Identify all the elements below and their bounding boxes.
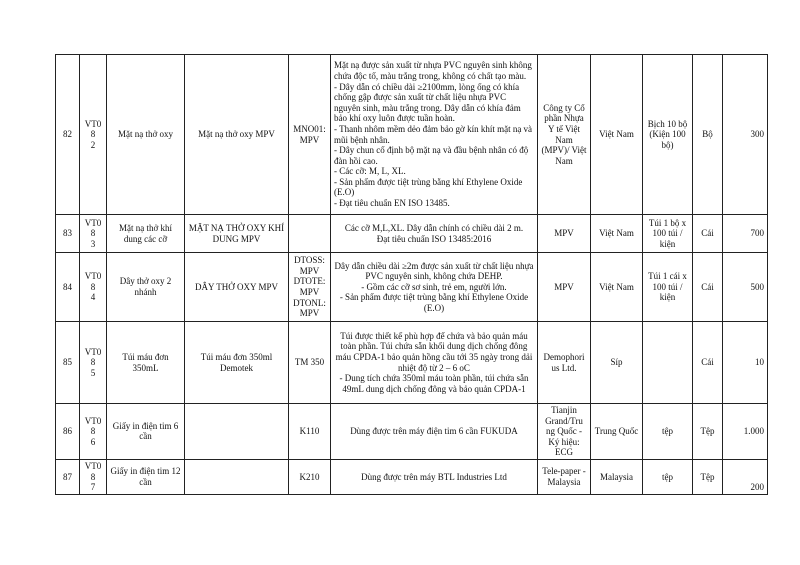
row-number: 83 [56,215,80,253]
spec-line: Dùng được trên máy BTL Industries Ltd [361,471,507,482]
item-name: Dây thở oxy 2 nhánh [107,253,185,322]
spec-line: Các cỡ M,L,XL. Dây dẫn chính có chiều dài 2 m. [344,222,524,233]
quantity: 500 [723,253,768,322]
manufacturer: Công ty Cổ phần Nhựa Y tế Việt Nam (MPV)/ Việt Nam [538,55,591,215]
spec-line: - Sản phẩm được tiệt trùng bằng khí Ethylene Oxide (E.O) [334,176,523,198]
spec-line: - Gồm các cỡ sơ sinh, trẻ em, người lớn. [361,281,507,292]
packaging: Bịch 10 bộ (Kiện 100 bộ) [643,55,693,215]
table-row [56,253,768,322]
item-code: VT08 2 [80,55,107,215]
specification [331,459,538,494]
brand-name: Mặt nạ thở oxy MPV [185,55,289,215]
specification [331,55,538,215]
origin-country: Việt Nam [591,215,643,253]
origin-country: Malaysia [591,459,643,494]
item-code: VT08 6 [80,404,107,460]
unit: Tệp [693,404,723,460]
brand-name: MẶT NẠ THỞ OXY KHÍ DUNG MPV [185,215,289,253]
quantity: 10 [723,322,768,404]
manufacturer: MPV [538,253,591,322]
unit: Cái [693,322,723,404]
row-number: 86 [56,404,80,460]
quantity: 700 [723,215,768,253]
item-code: VT08 7 [80,459,107,494]
quantity: 300 [723,55,768,215]
specification [331,404,538,460]
specification [331,322,538,404]
item-code: VT08 5 [80,322,107,404]
spec-line: Dùng được trên máy điện tim 6 cần FUKUDA [350,426,518,437]
spec-line: - Đạt tiêu chuẩn EN ISO 13485. [334,198,450,209]
row-number: 82 [56,55,80,215]
table-row [56,404,768,460]
item-code: VT08 4 [80,253,107,322]
table-row [56,215,768,253]
origin-country: Síp [591,322,643,404]
manufacturer: Tele-paper - Malaysia [538,459,591,494]
packaging [643,322,693,404]
packaging: Túi 1 cái x 100 túi / kiện [643,253,693,322]
spec-line: - Dung tích chứa 350ml máu toàn phần, túi chứa sẵn 49mL dung dịch chống đông và bảo quản CPDA-1 [339,373,529,394]
item-name: Túi máu đơn 350mL [107,322,185,404]
spec-line: - Các cỡ: M, L, XL. [334,166,406,177]
item-name: Giấy in điện tim 12 cần [107,459,185,494]
brand-name [185,459,289,494]
item-name: Giấy in điện tim 6 cần [107,404,185,460]
model-code: DTOSS: MPV DTOTE: MPV DTONL: MPV [289,253,331,322]
unit: Cái [693,215,723,253]
packaging: tệp [643,459,693,494]
model-code: K210 [289,459,331,494]
spec-line: Dây dẫn chiều dài ≥2m được sản xuất từ chất liệu nhựa PVC nguyên sinh, không chứa DEHP. [334,260,534,282]
unit: Cái [693,253,723,322]
row-number: 85 [56,322,80,404]
item-name: Mặt nạ thở oxy [107,55,185,215]
supply-table [55,54,768,495]
table-row [56,55,768,215]
origin-country: Trung Quốc [591,404,643,460]
spec-line: Đạt tiêu chuẩn ISO 13485:2016 [376,233,492,244]
item-code: VT08 3 [80,215,107,253]
unit: Tệp [693,459,723,494]
model-code: TM 350 [289,322,331,404]
spec-line: - Dây dẫn có chiều dài ≥2100mm, lòng ống có khía chống gập được sản xuất từ chất liệu nhựa PVC nguyên sinh, màu trắng trong. Dây dẫn có khía đảm bảo khí oxy luôn được tuần hoàn. [334,81,521,124]
brand-name: DÂY THỞ OXY MPV [185,253,289,322]
spec-line: - Sản phẩm được tiệt trùng bằng khí Ethylene Oxide (E.O) [339,292,529,313]
origin-country: Việt Nam [591,55,643,215]
spec-line: - Thanh nhôm mềm dẻo đảm bảo gờ kín khít mặt nạ và mũi bệnh nhân. [334,123,533,145]
quantity: 1.000 [723,404,768,460]
model-code: MNO01: MPV [289,55,331,215]
specification [331,253,538,322]
unit: Bộ [693,55,723,215]
specification [331,215,538,253]
row-number: 84 [56,253,80,322]
model-code [289,215,331,253]
origin-country: Việt Nam [591,253,643,322]
quantity: 200 [723,459,768,494]
manufacturer: Tianjin Grand/Tru ng Quốc - Ký hiệu: ECG [538,404,591,460]
brand-name: Túi máu đơn 350ml Demotek [185,322,289,404]
manufacturer: MPV [538,215,591,253]
manufacturer: Demophori us Ltd. [538,322,591,404]
model-code: K110 [289,404,331,460]
table-row [56,322,768,404]
item-name: Mặt nạ thở khí dung các cỡ [107,215,185,253]
table-row [56,459,768,494]
brand-name [185,404,289,460]
packaging: Túi 1 bộ x 100 túi / kiện [643,215,693,253]
spec-line: Mặt nạ được sản xuất từ nhựa PVC nguyên sinh không chứa độc tố, màu trắng trong, không có chất tạo màu. [334,60,532,81]
row-number: 87 [56,459,80,494]
packaging: tệp [643,404,693,460]
spec-line: - Dây chun cố định bộ mặt nạ và đầu bệnh nhân có độ đàn hồi cao. [334,145,529,166]
spec-line: Túi được thiết kế phù hợp để chứa và bảo quản máu toàn phần. Túi chứa sẵn khối dung dịch chống đông máu CPDA-1 bảo quản hồng cầu tới 35 ngày trong dải nhiệt độ từ 2 – 6 oC [335,330,533,373]
